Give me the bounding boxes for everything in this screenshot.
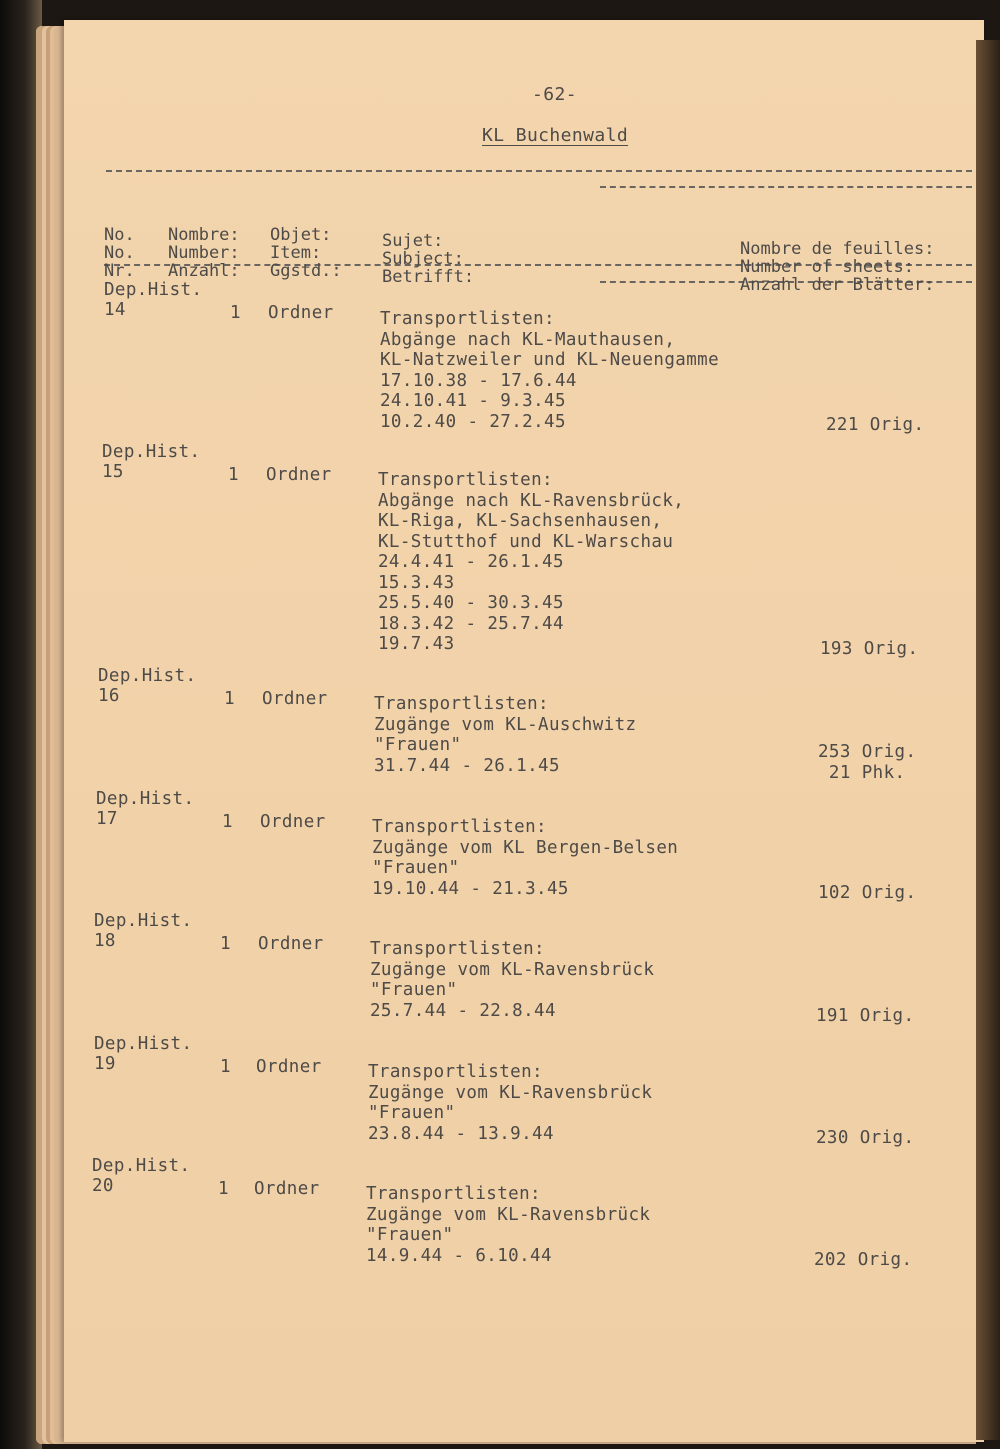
entry-subject: Transportlisten: Zugänge vom KL-Auschwitz "Frauen" 31.7.44 - 26.1.45 <box>374 694 637 776</box>
entry-count: 1 <box>228 465 239 485</box>
page-title: KL Buchenwald <box>482 125 629 146</box>
entry-item: Ordner <box>256 1057 322 1077</box>
entry-number: 17 <box>96 809 118 829</box>
entry-sheets: 193 Orig. <box>820 639 919 659</box>
entry-number: 18 <box>94 931 116 951</box>
header-col-number: Nombre: Number: Anzahl: <box>168 225 240 281</box>
header-rule-top-2 <box>600 186 972 188</box>
entry-item: Ordner <box>266 465 332 485</box>
entry-item: Ordner <box>262 689 328 709</box>
entry-item: Ordner <box>258 934 324 954</box>
entry-subject: Transportlisten: Zugänge vom KL-Ravensbrück "Frauen" 14.9.44 - 6.10.44 <box>366 1184 651 1266</box>
entry-subject: Transportlisten: Zugänge vom KL-Ravensbrück "Frauen" 25.7.44 - 22.8.44 <box>370 939 655 1021</box>
entry-number: 14 <box>104 300 126 320</box>
entry-sheets: 253 Orig. 21 Phk. <box>818 742 917 783</box>
entry-count: 1 <box>230 303 241 323</box>
header-col-item: Objet: Item: Ggstd.: <box>270 225 342 281</box>
entry-item: Ordner <box>268 303 334 323</box>
entry-item: Ordner <box>254 1179 320 1199</box>
entry-number: 19 <box>94 1054 116 1074</box>
entry-subject: Transportlisten: Abgänge nach KL-Ravensbrück, KL-Riga, KL-Sachsenhausen, KL-Stutthof und KL-Warschau 24.4.41 - 26.1.45 15.3.43 25.5.40 - 30.3.45 18.3.42 - 25.7.44 19.7.43 <box>378 470 685 654</box>
entry-subject: Transportlisten: Zugänge vom KL-Ravensbrück "Frauen" 23.8.44 - 13.9.44 <box>368 1062 653 1144</box>
entry-count: 1 <box>220 1057 231 1077</box>
entry-dep: Dep.Hist. <box>98 666 197 686</box>
entry-count: 1 <box>222 812 233 832</box>
entry-subject: Transportlisten: Abgänge nach KL-Mauthausen, KL-Natzweiler und KL-Neuengamme 17.10.38 - 17.6.44 24.10.41 - 9.3.45 10.2.40 - 27.2.45 <box>380 309 720 432</box>
entry-subject: Transportlisten: Zugänge vom KL Bergen-Belsen "Frauen" 19.10.44 - 21.3.45 <box>372 817 679 899</box>
header-col-sheets: Nombre de feuilles: Number of sheets: Anzahl der Blätter: <box>740 239 935 295</box>
entry-dep: Dep.Hist. <box>104 280 203 300</box>
entry-dep: Dep.Hist. <box>92 1156 191 1176</box>
entry-count: 1 <box>220 934 231 954</box>
header-rule-top <box>106 170 972 172</box>
header-col-subject: Sujet: Subject: Betrifft: <box>382 231 475 287</box>
entry-number: 15 <box>102 462 124 482</box>
entry-count: 1 <box>218 1179 229 1199</box>
page-number: -62- <box>532 84 577 105</box>
entry-sheets: 202 Orig. <box>814 1250 913 1270</box>
entry-sheets: 191 Orig. <box>816 1006 915 1026</box>
entry-dep: Dep.Hist. <box>94 1034 193 1054</box>
entry-dep: Dep.Hist. <box>94 911 193 931</box>
entry-count: 1 <box>224 689 235 709</box>
entry-number: 20 <box>92 1176 114 1196</box>
entry-dep: Dep.Hist. <box>102 442 201 462</box>
header-col-no: No. No. Nr. <box>104 225 135 281</box>
entry-number: 16 <box>98 686 120 706</box>
entry-sheets: 102 Orig. <box>818 883 917 903</box>
entry-dep: Dep.Hist. <box>96 789 195 809</box>
entry-sheets: 221 Orig. <box>826 415 925 435</box>
entry-sheets: 230 Orig. <box>816 1128 915 1148</box>
entry-item: Ordner <box>260 812 326 832</box>
book-right-edge <box>976 40 1000 1440</box>
